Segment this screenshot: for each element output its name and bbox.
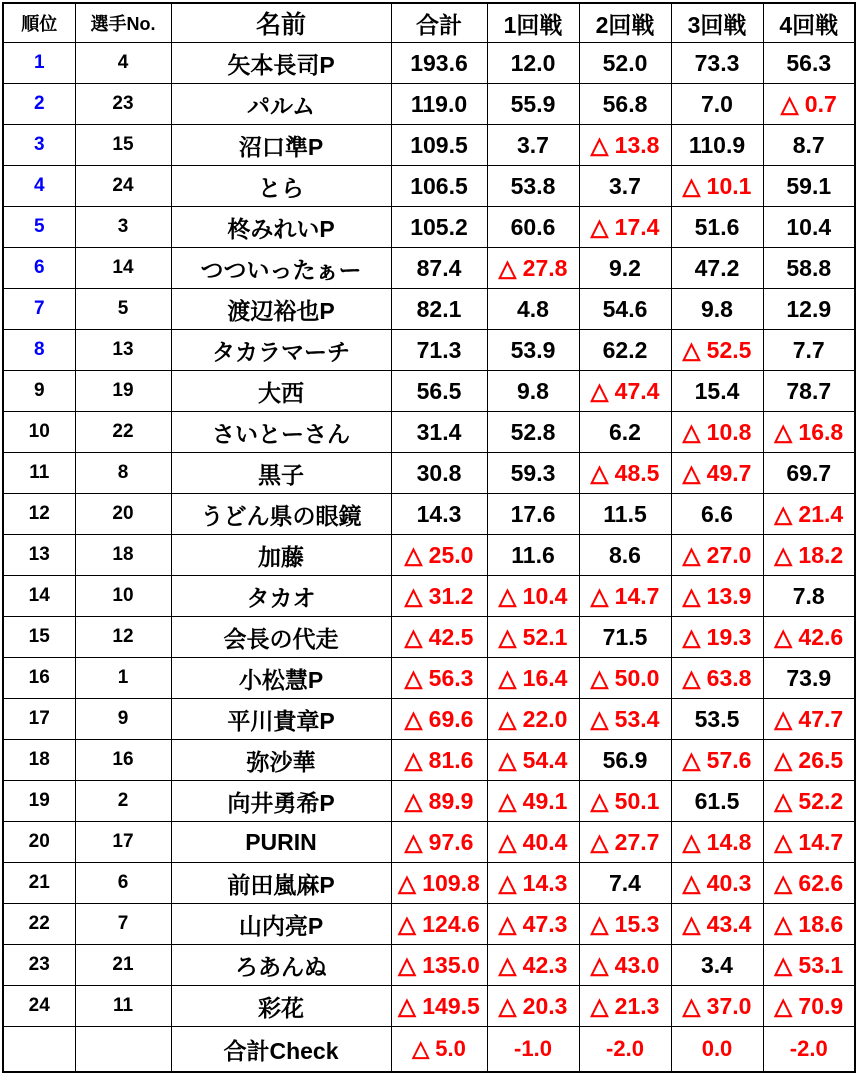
- cell-round-3: 61.5: [671, 781, 763, 822]
- cell-rank: 6: [3, 248, 75, 289]
- cell-player-name: タカオ: [171, 576, 391, 617]
- cell-round-2: △ 17.4: [579, 207, 671, 248]
- cell-round-2: 7.4: [579, 863, 671, 904]
- cell-total: 30.8: [391, 453, 487, 494]
- cell-player-name: ろあんぬ: [171, 945, 391, 986]
- column-header-round-2: 2回戦: [579, 3, 671, 43]
- cell-round-3: △ 13.9: [671, 576, 763, 617]
- cell-round-3: △ 10.1: [671, 166, 763, 207]
- cell-round-3: 73.3: [671, 43, 763, 84]
- cell-player-number: 3: [75, 207, 171, 248]
- cell-player-number: 20: [75, 494, 171, 535]
- table-row: [3, 781, 855, 822]
- cell-player-number: 10: [75, 576, 171, 617]
- cell-rank: 19: [3, 781, 75, 822]
- cell-round-1: △ 49.1: [487, 781, 579, 822]
- cell-round-2: 52.0: [579, 43, 671, 84]
- cell-footer-label: 合計Check: [171, 1027, 391, 1073]
- table-row: [3, 699, 855, 740]
- cell-round-4: △ 14.7: [763, 822, 855, 863]
- cell-round-2: 71.5: [579, 617, 671, 658]
- cell-round-2: △ 27.7: [579, 822, 671, 863]
- cell-rank: 13: [3, 535, 75, 576]
- cell-round-4: 73.9: [763, 658, 855, 699]
- cell-total: △ 97.6: [391, 822, 487, 863]
- cell-round-4: △ 26.5: [763, 740, 855, 781]
- cell-rank: 21: [3, 863, 75, 904]
- cell-total: △ 124.6: [391, 904, 487, 945]
- cell-round-2: 54.6: [579, 289, 671, 330]
- cell-player-name: 前田嵐麻P: [171, 863, 391, 904]
- cell-total: 14.3: [391, 494, 487, 535]
- cell-round-3: △ 14.8: [671, 822, 763, 863]
- cell-player-name: 会長の代走: [171, 617, 391, 658]
- cell-player-name: 彩花: [171, 986, 391, 1027]
- cell-round-2: 56.8: [579, 84, 671, 125]
- table-row: [3, 207, 855, 248]
- cell-total: 56.5: [391, 371, 487, 412]
- column-header-name: 名前: [171, 3, 391, 43]
- cell-round-1: 12.0: [487, 43, 579, 84]
- cell-round-3: △ 10.8: [671, 412, 763, 453]
- table-row: [3, 453, 855, 494]
- cell-round-3: 51.6: [671, 207, 763, 248]
- cell-player-number: 14: [75, 248, 171, 289]
- table-row: [3, 822, 855, 863]
- cell-round-3: △ 37.0: [671, 986, 763, 1027]
- table-row: [3, 125, 855, 166]
- cell-round-4: 7.8: [763, 576, 855, 617]
- cell-round-1: 3.7: [487, 125, 579, 166]
- cell-round-4: 56.3: [763, 43, 855, 84]
- cell-total: △ 89.9: [391, 781, 487, 822]
- cell-round-3: 15.4: [671, 371, 763, 412]
- cell-round-1: 59.3: [487, 453, 579, 494]
- results-table: [2, 2, 856, 1073]
- table-row: [3, 166, 855, 207]
- header-row: [3, 3, 855, 43]
- table-row: [3, 43, 855, 84]
- cell-round-4: 78.7: [763, 371, 855, 412]
- cell-round-2: 9.2: [579, 248, 671, 289]
- cell-round-2: 11.5: [579, 494, 671, 535]
- cell-round-1: 53.8: [487, 166, 579, 207]
- cell-player-name: 黒子: [171, 453, 391, 494]
- cell-footer-round-2: -2.0: [579, 1027, 671, 1073]
- cell-player-number: 23: [75, 84, 171, 125]
- cell-round-2: 6.2: [579, 412, 671, 453]
- cell-rank: 24: [3, 986, 75, 1027]
- cell-round-3: 7.0: [671, 84, 763, 125]
- cell-player-number: 11: [75, 986, 171, 1027]
- cell-player-number: 2: [75, 781, 171, 822]
- cell-round-1: 52.8: [487, 412, 579, 453]
- cell-round-3: △ 49.7: [671, 453, 763, 494]
- cell-round-4: 8.7: [763, 125, 855, 166]
- cell-round-2: 62.2: [579, 330, 671, 371]
- cell-rank: 8: [3, 330, 75, 371]
- cell-round-1: △ 47.3: [487, 904, 579, 945]
- cell-total: △ 25.0: [391, 535, 487, 576]
- cell-total: 109.5: [391, 125, 487, 166]
- table-row: [3, 904, 855, 945]
- cell-player-name: さいとーさん: [171, 412, 391, 453]
- cell-round-1: 11.6: [487, 535, 579, 576]
- cell-round-1: △ 40.4: [487, 822, 579, 863]
- cell-player-name: うどん県の眼鏡: [171, 494, 391, 535]
- cell-player-name: タカラマーチ: [171, 330, 391, 371]
- cell-player-number: 5: [75, 289, 171, 330]
- cell-rank: 20: [3, 822, 75, 863]
- cell-round-4: △ 70.9: [763, 986, 855, 1027]
- cell-player-number: 15: [75, 125, 171, 166]
- column-header-round-3: 3回戦: [671, 3, 763, 43]
- cell-total: △ 149.5: [391, 986, 487, 1027]
- cell-rank: 11: [3, 453, 75, 494]
- column-header-rank: 順位: [3, 3, 75, 43]
- cell-player-name: 弥沙華: [171, 740, 391, 781]
- cell-rank: 7: [3, 289, 75, 330]
- table-row: [3, 945, 855, 986]
- cell-round-3: △ 57.6: [671, 740, 763, 781]
- cell-round-3: 110.9: [671, 125, 763, 166]
- cell-round-4: △ 18.2: [763, 535, 855, 576]
- cell-round-1: 53.9: [487, 330, 579, 371]
- table-body: [3, 43, 855, 1073]
- cell-rank: 14: [3, 576, 75, 617]
- cell-total: △ 109.8: [391, 863, 487, 904]
- cell-player-number: 1: [75, 658, 171, 699]
- cell-rank: 12: [3, 494, 75, 535]
- cell-player-name: 平川貴章P: [171, 699, 391, 740]
- cell-round-1: 55.9: [487, 84, 579, 125]
- table-row: [3, 84, 855, 125]
- cell-rank: 15: [3, 617, 75, 658]
- cell-player-name: 加藤: [171, 535, 391, 576]
- cell-round-1: 60.6: [487, 207, 579, 248]
- cell-round-4: △ 47.7: [763, 699, 855, 740]
- cell-round-2: 8.6: [579, 535, 671, 576]
- cell-round-2: △ 21.3: [579, 986, 671, 1027]
- cell-rank: 16: [3, 658, 75, 699]
- table-row: [3, 289, 855, 330]
- cell-round-3: △ 63.8: [671, 658, 763, 699]
- cell-round-1: △ 10.4: [487, 576, 579, 617]
- table-row: [3, 371, 855, 412]
- cell-footer-number-blank: [75, 1027, 171, 1073]
- cell-player-number: 9: [75, 699, 171, 740]
- cell-player-name: 柊みれいP: [171, 207, 391, 248]
- cell-round-2: △ 47.4: [579, 371, 671, 412]
- table-row: [3, 658, 855, 699]
- cell-round-1: 17.6: [487, 494, 579, 535]
- cell-total: △ 135.0: [391, 945, 487, 986]
- cell-round-4: 7.7: [763, 330, 855, 371]
- cell-rank: 1: [3, 43, 75, 84]
- cell-player-number: 17: [75, 822, 171, 863]
- cell-total: △ 81.6: [391, 740, 487, 781]
- cell-rank: 2: [3, 84, 75, 125]
- cell-round-3: △ 40.3: [671, 863, 763, 904]
- cell-round-4: △ 18.6: [763, 904, 855, 945]
- table-row: [3, 330, 855, 371]
- column-header-total: 合計: [391, 3, 487, 43]
- cell-round-1: △ 42.3: [487, 945, 579, 986]
- cell-footer-rank-blank: [3, 1027, 75, 1073]
- cell-round-2: 3.7: [579, 166, 671, 207]
- cell-round-4: △ 0.7: [763, 84, 855, 125]
- cell-total: △ 56.3: [391, 658, 487, 699]
- cell-player-number: 6: [75, 863, 171, 904]
- cell-round-2: △ 53.4: [579, 699, 671, 740]
- table-row: [3, 535, 855, 576]
- cell-round-4: 59.1: [763, 166, 855, 207]
- cell-rank: 18: [3, 740, 75, 781]
- cell-total: 193.6: [391, 43, 487, 84]
- cell-rank: 9: [3, 371, 75, 412]
- cell-round-2: 56.9: [579, 740, 671, 781]
- cell-total: △ 42.5: [391, 617, 487, 658]
- cell-rank: 4: [3, 166, 75, 207]
- cell-footer-round-1: -1.0: [487, 1027, 579, 1073]
- cell-round-4: △ 62.6: [763, 863, 855, 904]
- cell-round-4: △ 21.4: [763, 494, 855, 535]
- table-row: [3, 986, 855, 1027]
- cell-total: 82.1: [391, 289, 487, 330]
- cell-rank: 3: [3, 125, 75, 166]
- table-row: [3, 617, 855, 658]
- cell-round-3: △ 43.4: [671, 904, 763, 945]
- cell-player-name: 矢本長司P: [171, 43, 391, 84]
- cell-round-4: △ 16.8: [763, 412, 855, 453]
- table-row: [3, 494, 855, 535]
- table-row: [3, 248, 855, 289]
- cell-rank: 17: [3, 699, 75, 740]
- cell-rank: 5: [3, 207, 75, 248]
- cell-footer-total: △ 5.0: [391, 1027, 487, 1073]
- cell-player-number: 13: [75, 330, 171, 371]
- cell-round-1: 9.8: [487, 371, 579, 412]
- cell-footer-round-3: 0.0: [671, 1027, 763, 1073]
- cell-total: 106.5: [391, 166, 487, 207]
- cell-round-3: △ 27.0: [671, 535, 763, 576]
- cell-player-number: 21: [75, 945, 171, 986]
- cell-round-3: 53.5: [671, 699, 763, 740]
- cell-round-3: △ 19.3: [671, 617, 763, 658]
- cell-total: 119.0: [391, 84, 487, 125]
- cell-player-number: 4: [75, 43, 171, 84]
- cell-round-3: 9.8: [671, 289, 763, 330]
- table-row: [3, 576, 855, 617]
- cell-round-4: 10.4: [763, 207, 855, 248]
- cell-player-name: PURIN: [171, 822, 391, 863]
- cell-total: △ 69.6: [391, 699, 487, 740]
- table-row: [3, 863, 855, 904]
- cell-round-1: △ 54.4: [487, 740, 579, 781]
- cell-round-2: △ 43.0: [579, 945, 671, 986]
- column-header-round-1: 1回戦: [487, 3, 579, 43]
- cell-player-number: 8: [75, 453, 171, 494]
- cell-total: 87.4: [391, 248, 487, 289]
- cell-round-1: 4.8: [487, 289, 579, 330]
- cell-round-4: △ 53.1: [763, 945, 855, 986]
- cell-player-number: 12: [75, 617, 171, 658]
- cell-total: 71.3: [391, 330, 487, 371]
- table-row: [3, 412, 855, 453]
- cell-player-name: パルム: [171, 84, 391, 125]
- table-footer-row: [3, 1027, 855, 1073]
- cell-player-name: 小松慧P: [171, 658, 391, 699]
- cell-round-1: △ 20.3: [487, 986, 579, 1027]
- cell-player-name: 山内亮P: [171, 904, 391, 945]
- cell-round-1: △ 16.4: [487, 658, 579, 699]
- cell-round-2: △ 50.0: [579, 658, 671, 699]
- cell-player-number: 16: [75, 740, 171, 781]
- cell-round-1: △ 52.1: [487, 617, 579, 658]
- cell-player-name: 渡辺裕也P: [171, 289, 391, 330]
- cell-player-name: 大西: [171, 371, 391, 412]
- cell-round-2: △ 48.5: [579, 453, 671, 494]
- cell-player-name: つついったぁー: [171, 248, 391, 289]
- cell-player-name: 沼口準P: [171, 125, 391, 166]
- cell-round-4: 69.7: [763, 453, 855, 494]
- column-header-player-number: 選手No.: [75, 3, 171, 43]
- cell-round-1: △ 22.0: [487, 699, 579, 740]
- cell-player-number: 18: [75, 535, 171, 576]
- cell-round-2: △ 50.1: [579, 781, 671, 822]
- cell-total: 105.2: [391, 207, 487, 248]
- cell-round-1: △ 14.3: [487, 863, 579, 904]
- cell-round-3: 6.6: [671, 494, 763, 535]
- cell-player-number: 7: [75, 904, 171, 945]
- cell-round-4: △ 52.2: [763, 781, 855, 822]
- cell-footer-round-4: -2.0: [763, 1027, 855, 1073]
- cell-round-2: △ 15.3: [579, 904, 671, 945]
- cell-round-4: 12.9: [763, 289, 855, 330]
- cell-player-name: 向井勇希P: [171, 781, 391, 822]
- cell-round-4: 58.8: [763, 248, 855, 289]
- column-header-round-4: 4回戦: [763, 3, 855, 43]
- cell-rank: 23: [3, 945, 75, 986]
- cell-round-3: 3.4: [671, 945, 763, 986]
- cell-round-3: △ 52.5: [671, 330, 763, 371]
- cell-player-number: 24: [75, 166, 171, 207]
- cell-total: △ 31.2: [391, 576, 487, 617]
- cell-player-number: 19: [75, 371, 171, 412]
- cell-player-number: 22: [75, 412, 171, 453]
- cell-round-2: △ 14.7: [579, 576, 671, 617]
- cell-rank: 22: [3, 904, 75, 945]
- cell-round-2: △ 13.8: [579, 125, 671, 166]
- cell-round-3: 47.2: [671, 248, 763, 289]
- cell-player-name: とら: [171, 166, 391, 207]
- cell-round-4: △ 42.6: [763, 617, 855, 658]
- table-row: [3, 740, 855, 781]
- cell-rank: 10: [3, 412, 75, 453]
- table-header: [3, 3, 855, 43]
- cell-total: 31.4: [391, 412, 487, 453]
- cell-round-1: △ 27.8: [487, 248, 579, 289]
